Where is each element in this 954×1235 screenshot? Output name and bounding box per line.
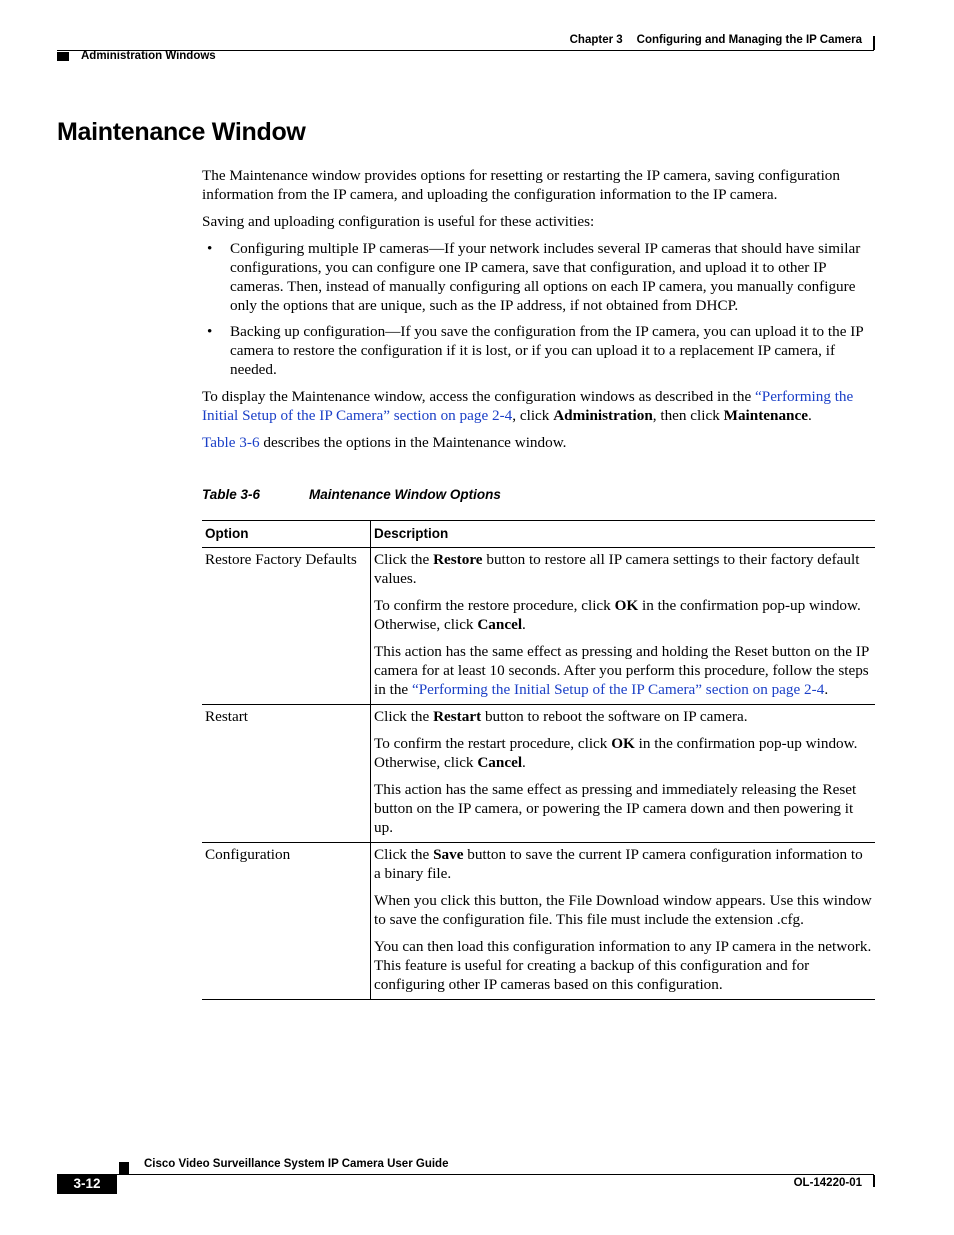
- table-row: [202, 705, 875, 843]
- footer-block: [119, 1162, 129, 1174]
- administration-term: Administration: [553, 407, 653, 424]
- description-paragraph: When you click this button, the File Download window appears. Use this window to save the configuration file. This file must include the extension .cfg.: [374, 892, 872, 928]
- table-title: Maintenance Window Options: [309, 487, 501, 502]
- description-paragraph: [374, 707, 872, 726]
- maintenance-term: Maintenance: [723, 407, 808, 424]
- saving-intro-paragraph: Saving and uploading configuration is useful for these activities:: [202, 213, 595, 230]
- initial-setup-link[interactable]: “Performing the Initial Setup of the IP Camera” section on page 2-4: [202, 388, 854, 424]
- option-header: Option: [202, 521, 371, 548]
- text: button to reboot the software on IP camera.: [481, 708, 748, 725]
- body-text: [202, 166, 877, 460]
- chapter-number: Chapter 3: [569, 34, 623, 46]
- description-cell: [371, 705, 876, 843]
- text: .: [522, 754, 526, 771]
- text: Click the: [374, 551, 434, 568]
- bullet-icon: •: [207, 323, 213, 340]
- description-paragraph: [374, 734, 872, 772]
- description-paragraph: [374, 845, 872, 883]
- restore-term: Restore: [433, 551, 483, 568]
- bullet-text: Backing up configuration—If you save the configuration from the IP camera, you can upload it to the IP camera to restore the configuration if it is lost, or if you can upload it to a replacement IP camera, if needed.: [230, 323, 864, 378]
- footer-rule: [117, 1174, 874, 1175]
- list-item: [202, 322, 877, 379]
- page-number: 3-12: [57, 1174, 117, 1194]
- guide-title: Cisco Video Surveillance System IP Camera User Guide: [144, 1158, 449, 1170]
- chapter-title: Configuring and Managing the IP Camera: [636, 34, 862, 46]
- description-cell: [371, 843, 876, 1000]
- cancel-term: Cancel: [477, 616, 523, 633]
- text: describes the options in the Maintenance window.: [259, 434, 567, 451]
- text: button to restore all IP camera settings to their factory default values.: [374, 551, 860, 587]
- text: .: [824, 681, 829, 698]
- section-header: Administration Windows: [81, 50, 216, 62]
- text: , then click: [652, 407, 724, 424]
- option-cell: Configuration: [202, 843, 371, 1000]
- text: This action has the same effect as pressing and holding the Reset button on the IP camera for at least 10 seconds. After you perform this procedure, follow the steps in the: [374, 643, 869, 698]
- display-paragraph: [202, 387, 877, 425]
- description-paragraph: [374, 596, 872, 634]
- table-ref-link[interactable]: Table 3-6: [202, 434, 260, 451]
- description-paragraph: [374, 642, 872, 699]
- table-caption: [202, 487, 501, 502]
- description-paragraph: This action has the same effect as pressing and immediately releasing the Reset button on the IP camera, or powering the IP camera down and then powering it up.: [374, 781, 857, 836]
- description-header: Description: [371, 521, 876, 548]
- text: To confirm the restart procedure, click: [374, 735, 612, 752]
- list-item: [202, 239, 877, 315]
- activity-list: [202, 239, 877, 379]
- initial-setup-link[interactable]: “Performing the Initial Setup of the IP Camera” section on page 2-4: [411, 681, 825, 698]
- doc-number: OL-14220-01: [793, 1177, 862, 1189]
- text: Click the: [374, 846, 434, 863]
- restart-term: Restart: [433, 708, 482, 725]
- table-row: [202, 843, 875, 1000]
- cancel-term: Cancel: [477, 754, 523, 771]
- text: in the confirmation pop-up window. Otherwise, click: [374, 597, 861, 633]
- footer-tick: [873, 1175, 875, 1187]
- text: Click the: [374, 708, 434, 725]
- bullet-icon: •: [207, 240, 213, 257]
- bullet-text: Configuring multiple IP cameras—If your network includes several IP cameras that should have similar configurations, you can configure one IP camera, save that configuration, and upload it to other IP cameras. Then, instead of manually configuring all options on each IP camera, you manually configure only the options that are unique, such as the IP address, if not obtained from DHCP.: [230, 240, 861, 314]
- description-cell: [371, 548, 876, 705]
- text: .: [522, 616, 526, 633]
- table-number: Table 3-6: [202, 487, 261, 502]
- header-block: [57, 52, 69, 61]
- save-term: Save: [433, 846, 464, 863]
- table-row: [202, 548, 875, 705]
- option-cell: Restart: [202, 705, 371, 843]
- page-title: Maintenance Window: [57, 118, 306, 146]
- running-header-right: [556, 34, 862, 46]
- text: button to save the current IP camera configuration information to a binary file.: [374, 846, 863, 882]
- table-header-row: [202, 521, 875, 548]
- table-ref-paragraph: [202, 433, 877, 452]
- ok-term: OK: [611, 735, 635, 752]
- description-paragraph: You can then load this configuration information to any IP camera in the network. This feature is useful for creating a backup of this configuration and for configuring other IP cameras based on this configuration.: [374, 938, 872, 993]
- text: in the confirmation pop-up window. Otherwise, click: [374, 735, 858, 771]
- intro-paragraph: The Maintenance window provides options for resetting or restarting the IP camera, saving configuration information from the IP camera, and uploading the configuration information to the IP camera.: [202, 167, 840, 203]
- options-table: [202, 520, 875, 1000]
- text: To confirm the restore procedure, click: [374, 597, 615, 614]
- text: .: [808, 407, 812, 424]
- text: , click: [512, 407, 554, 424]
- description-paragraph: [374, 550, 872, 588]
- ok-term: OK: [614, 597, 639, 614]
- option-cell: Restore Factory Defaults: [202, 548, 371, 705]
- header-tick: [873, 36, 875, 50]
- text: To display the Maintenance window, access the configuration windows as described in the: [202, 388, 755, 405]
